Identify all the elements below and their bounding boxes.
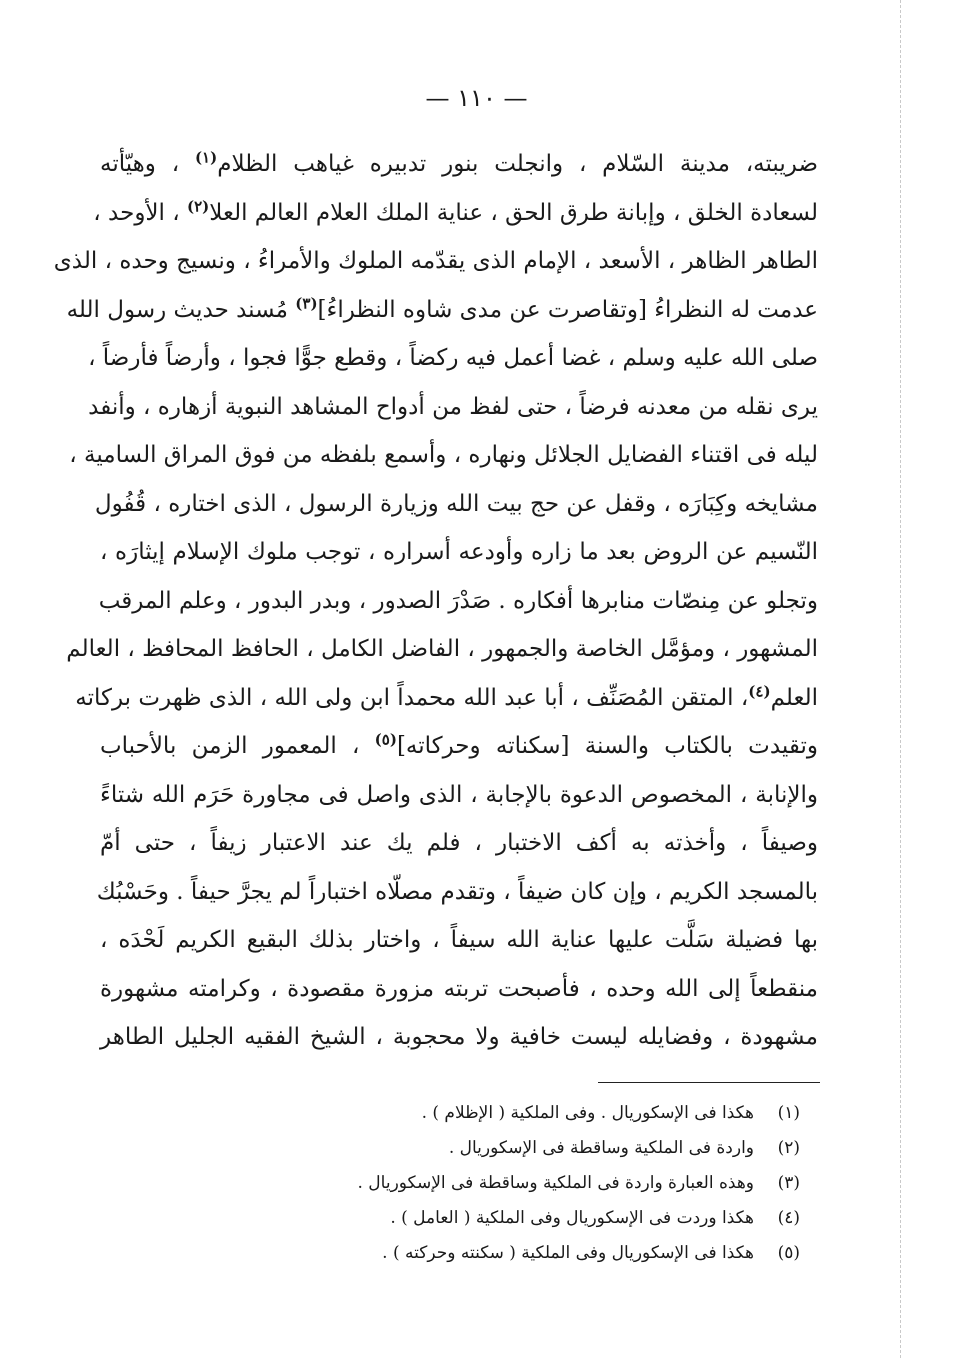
text-line: يرى نقله من معدنه فرضاً ، حتى لفظ من أدواح المشاهد النبوية أزهاره ، وأنفد [88,393,818,420]
footnote-number: (٣) [777,1173,800,1193]
text-line: منقطعاً إلى الله وحده ، فأصبحت تربته مزورة مقصودة ، وكرامته مشهورة [100,975,818,1002]
footnote-number: (٥) [777,1243,800,1263]
text-line: العلم$^{(٤)}$، المتقن المُصَنِّف ، أبا عبد الله محمداً ابن ولى الله ، الذى ظهرت بركاته [75,681,818,711]
text-line: وصيفاً ، وأخذته به أكف الاختبار ، فلم يك عند الاعتبار زيفاً ، حتى أمّ [100,830,818,856]
footnote-ref: (٥) [374,730,397,749]
page-number: — ١١٠ — [425,84,528,112]
text-line: النّسيم عن الروض بعد ما زاره وأودعه أسراره ، توجب ملوك الإسلام إيثارَه ، [100,539,819,565]
footnote-number: (٢) [777,1138,800,1158]
page-fold-line [900,0,901,1358]
text-line: مشهودة ، وفضايله ليست خافية ولا محجوبة ، الشيخ الفقيه الجليل الطاهر [100,1024,818,1050]
footnote: (٤)هكذا وردت فى الإسكوريال وفى الملكية ( العامل ) . [300,1201,800,1236]
text-line: بها فضيلة سَلَّت عليها عناية الله سيفاً ، واختار بذلك البقيع الكريم لَحْدَه ، [100,927,818,953]
text-line: وتقيدت بالكتاب والسنة [سكناته وحركاته]$^{(٥)}$ ، المعمور الزمن بالأحباب [100,730,818,759]
text-line: لسعادة الخلق ، وإبانة طرق الحق ، عناية الملك العلام العالم العلا$^{(٢)}$ ، الأوحد ، [93,196,818,226]
footnote-ref: (٣) [295,293,318,312]
footnote-number: (٤) [777,1208,800,1228]
footnote: (٥)هكذا فى الإسكوريال وفى الملكية ( سكنته وحركته ) . [300,1236,800,1271]
text-line: والإنابة ، المخصوص الدعوة بالإجابة ، الذى واصل فى مجاورة حَرَم الله شتاءً [100,781,818,808]
text-line: ضريبته، مدينة السّلام ، وانجلت بنور تدبيره غياهب الظلام$^{(١)}$ ، وهيّأته [100,148,818,177]
body-text [53,140,819,1062]
text-line: بالمسجد الكريم ، وإن كان ضيفاً ، وتقدم مصلّاه اختباراً لم يجرَّ حيفاً . وحَسْبُك [96,878,818,905]
text-line: الطاهر الظاهر ، الأسعد ، الإمام الذى يقدّمه الملوك والأمراءُ ، ونسيج وحده ، الذى [53,248,818,274]
text-line: عدمت له النظراءُ [وتقاصرت عن مدى شاوه النظراءُ]$^{(٣)}$ مُسند حديث رسول الله [66,293,818,323]
text-line: ليله فى اقتناء الفضايل الجلائل ونهاره ، وأسمع بلفظه من فوق المراق السامية ، [69,442,818,468]
text-line: صلى الله عليه وسلم ، غضا أعمل فيه ركضاً ، وقطع جوًّا فجوا ، وأرضاً فأرضاً ، [88,345,818,371]
text-line: المشهور ، ومؤمَّل الخاصة والجمهور ، الفاضل الكامل ، الحافظ المحافظ ، العالم [66,636,818,662]
footnote: (٣)وهذه العبارة واردة فى الملكية وساقطة فى الإسكوريال . [300,1166,800,1201]
text-line: مشايخه وكِبَارَه ، وقفل عن حج بيت الله وزيارة الرسول ، الذى اختاره ، قُفُول [94,490,818,517]
footnote-ref: (٤) [748,681,771,700]
footnote: (٢)واردة فى الملكية وساقطة فى الإسكوريال . [300,1131,800,1166]
footnote-ref: (١) [194,148,218,167]
text-line: وتجلو عن مِنصّات منابرها أفكاره . صَدْرَ الصدور ، وبدر البدور ، وعلم المرقب [98,587,818,614]
footnote: (١)هكذا فى الإسكوريال . وفى الملكية ( الإظلام ) . [300,1096,800,1131]
footnotes [300,1096,800,1271]
footnote-divider [598,1082,820,1083]
footnote-number: (١) [777,1103,800,1123]
footnote-ref: (٢) [186,196,210,215]
